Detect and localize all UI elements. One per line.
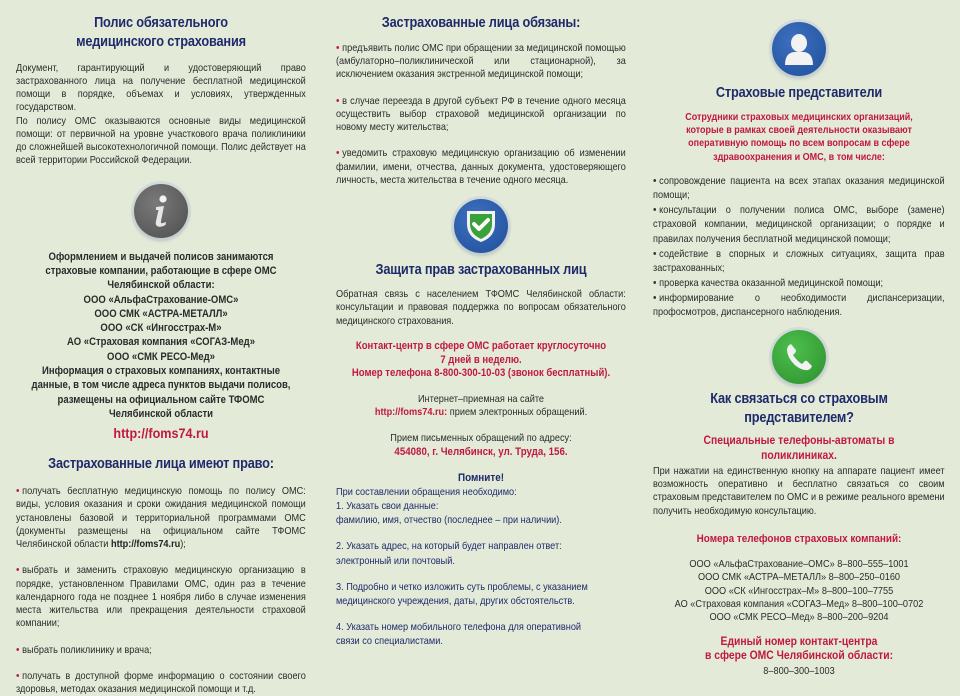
bullet-icon: •	[653, 204, 657, 217]
bullet-icon: •	[653, 292, 657, 305]
mail-reception: Прием письменных обращений по адресу: 454080, г. Челябинск, ул. Труда, 156.	[390, 432, 572, 458]
column-duties	[336, 0, 626, 679]
hotline-title: Единый номер контакт-центра в сфере ОМС Челябинской области:	[704, 636, 894, 663]
shield-check-icon	[454, 199, 508, 253]
person-icon-wrap	[653, 22, 945, 76]
reps-intro: Сотрудники страховых медицинских организаций, которые в рамках своей деятельности оказывают оперативную помощь по всем вопросам в сфере здравоохранения и ОМС, в том числе:	[685, 111, 913, 163]
phone-number-item: ООО «СМК РЕСО–Мед» 8–800–200–9204	[709, 612, 889, 624]
rights-item: • выбрать поликлинику и врача;	[16, 643, 152, 656]
column-policy	[16, 0, 306, 696]
reps-item: • содействие в спорных и сложных ситуациях, защита прав застрахованных;	[653, 247, 945, 274]
phone-number-item: ООО СМК «АСТРА–МЕТАЛЛ» 8–800–250–0160	[697, 572, 901, 584]
hotline-number: 8–800–300–1003	[763, 665, 835, 677]
bullet-icon: •	[16, 643, 20, 656]
bullet-icon: •	[16, 564, 20, 577]
protection-title: Защита прав застрахованных лиц	[375, 262, 587, 279]
reps-title: Страховые представители	[715, 85, 883, 101]
phone-icon	[772, 330, 826, 384]
duty-item: • уведомить страховую медицинскую организацию об изменении фамилии, имени, отчества, данных документа, удостоверяющего личность, места жительства в течение одного месяца.	[336, 147, 626, 186]
reps-item: • сопровождение пациента на всех этапах оказания медицинской помощи;	[653, 175, 945, 202]
company-item: ООО «АльфаСтрахование-ОМС»	[83, 293, 239, 306]
phone-number-item: АО «Страховая компания «СОГАЗ–Мед» 8–800–100–0702	[674, 598, 924, 610]
duties-title: Застрахованные лица обязаны:	[381, 15, 581, 31]
duty-item: • в случае переезда в другой субъект РФ в течение одного месяца осуществить выбор страховой медицинской организации по новому месту жительства;	[336, 94, 626, 134]
remember-item: 2. Указать адрес, на который будет направлен ответ: электронный или почтовый.	[336, 541, 562, 567]
bullet-icon: •	[16, 484, 20, 497]
duty-item: • предъявить полис ОМС при обращении за медицинской помощью (амбулаторно–поликлинической или стационарной), за исключением оказания экстренной медицинской помощи;	[336, 41, 626, 81]
rights-list	[16, 484, 306, 696]
reps-item: • проверка качества оказанной медицинской помощи;	[653, 276, 884, 289]
phones-text: При нажатии на единственную кнопку на аппарате пациент имеет возможность оперативно и бесплатно связаться со своим страховым представителем по ОМС и в режиме реального времени получить необходимую консультацию.	[653, 465, 945, 517]
bullet-icon: •	[336, 147, 340, 160]
info-icon	[134, 184, 188, 238]
rights-item: • получать в доступной форме информацию о состоянии своего здоровья, методах оказания медицинской помощи и т.д.	[16, 669, 306, 696]
remember-block: При составлении обращения необходимо: 1. Указать свои данные: фамилию, имя, отчество (последнее – при наличии). 2. Указать адрес, на который будет направлен ответ: электронный или почтовый. 3. Подробно и четко изложить суть проблемы, с указанием медицинского учреждения, даты, других обстоятельств. 4. Указать номер мобильного телефона для оперативной связи со специалистами.	[336, 486, 626, 649]
bullet-icon: •	[653, 175, 657, 188]
column-representatives	[653, 0, 945, 679]
bullet-icon: •	[16, 669, 20, 682]
phones-subtitle: Специальные телефоны-автоматы в поликлиниках.	[703, 434, 895, 462]
remember-item: 4. Указать номер мобильного телефона для оперативной связи со специалистами.	[336, 621, 582, 647]
feedback-text: Обратная связь с населением ТФОМС Челябинской области: консультации и правовая поддержка по вопросам обязательного медицинского страхования.	[336, 289, 626, 327]
policy-intro: Документ, гарантирующий и удостоверяющий право застрахованного лица на получение бесплатной медицинской помощи в порядке, объемах и условиях, утвержденных государством. По полису ОМС оказываются основные виды медицинской помощи: от первичной на уровне участкового врача поликлиники до сложнейшей высокотехнологичной помощи. Полис действует на всей территории Российской Федерации.	[16, 62, 306, 167]
info-note: Информация о страховых компаниях, контактные данные, в том числе адреса пунктов выдачи полисов, размещены на официальном сайте ТФОМС Челябинской области	[31, 365, 291, 420]
contact-center: Контакт-центр в сфере ОМС работает круглосуточно 7 дней в неделю. Номер телефона 8-800-300-10-03 (звонок бесплатный).	[351, 339, 611, 380]
internet-link[interactable]: http://foms74.ru:	[374, 407, 448, 419]
company-item: АО «Страховая компания «СОГАЗ-Мед»	[66, 336, 256, 349]
internet-reception: Интернет–приемная на сайте http://foms74.ru: прием электронных обращений.	[374, 394, 588, 419]
phone-number-item: ООО «СК «Ингосстрах–М» 8–800–100–7755	[704, 585, 894, 597]
reps-item: • информирование о необходимости диспансеризации, профосмотров, диспансерного наблюдения.	[653, 292, 945, 319]
bullet-icon: •	[336, 41, 340, 54]
rights-title: Застрахованные лица имеют право:	[48, 456, 274, 473]
numbers-list	[668, 558, 931, 624]
rights-item: • получать бесплатную медицинскую помощь по полису ОМС: виды, условия оказания и сроки ожидания медицинской помощи установлены базовой и территориальной программами ОМС (документы размещены на официальном сайте ТФОМС Челябинской области http://foms74.ru);	[16, 484, 306, 551]
bullet-icon: •	[653, 276, 657, 289]
info-icon-wrap	[16, 184, 306, 238]
reps-list	[653, 174, 945, 320]
company-item: ООО «СК «Ингосстрах-М»	[100, 322, 222, 335]
bullet-icon: •	[653, 247, 657, 260]
remember-item: 1. Указать свои данные: фамилию, имя, отчество (последнее – при наличии).	[336, 501, 562, 527]
site-link[interactable]: http://foms74.ru	[113, 425, 209, 442]
numbers-title: Номера телефонов страховых компаний:	[696, 532, 902, 545]
rights-site-link[interactable]: http://foms74.ru	[110, 539, 181, 551]
shield-icon-wrap	[336, 199, 626, 253]
reps-item: • консультации о получении полиса ОМС, выборе (замене) страховой компании, медицинской организации; о порядке и правилах получения бесплатной медицинской помощи;	[653, 204, 945, 245]
duties-list	[336, 41, 626, 187]
company-item: ООО СМК «АСТРА-МЕТАЛЛ»	[94, 307, 228, 320]
policy-title: Полис обязательного медицинского страхования	[76, 15, 246, 50]
company-item: ООО «СМК РЕСО-Мед»	[107, 350, 215, 363]
phone-icon-wrap	[653, 330, 945, 384]
phone-number-item: ООО «АльфаСтрахование–ОМС» 8–800–555–1001	[689, 559, 909, 571]
remember-item: 3. Подробно и четко изложить суть проблемы, с указанием медицинского учреждения, даты, других обстоятельств.	[336, 581, 588, 607]
issuers-block: Оформлением и выдачей полисов занимаются страховые компании, работающие в сфере ОМС Челябинской области: ООО «АльфаСтрахование-ОМС» ООО СМК «АСТРА-МЕТАЛЛ» ООО «СК «Ингосстрах-М» АО «Страховая компания «СОГАЗ-Мед» ООО «СМК РЕСО-Мед» Информация о страховых компаниях, контактные данные, в том числе адреса пунктов выдачи полисов, размещены на официальном сайте ТФОМС Челябинской области http://foms74.ru	[31, 250, 291, 442]
remember-title: Помните!	[457, 471, 505, 484]
rights-item: • выбрать и заменить страховую медицинскую организацию в порядке, установленном Правилами ОМС, один раз в течение календарного года не позднее 1 ноября либо в случае изменения места жительства или прекращения деятельности страховой компании;	[16, 564, 306, 630]
bullet-icon: •	[336, 94, 340, 107]
contact-title: Как связаться со страховым представителем?	[710, 391, 888, 427]
person-icon	[772, 22, 826, 76]
